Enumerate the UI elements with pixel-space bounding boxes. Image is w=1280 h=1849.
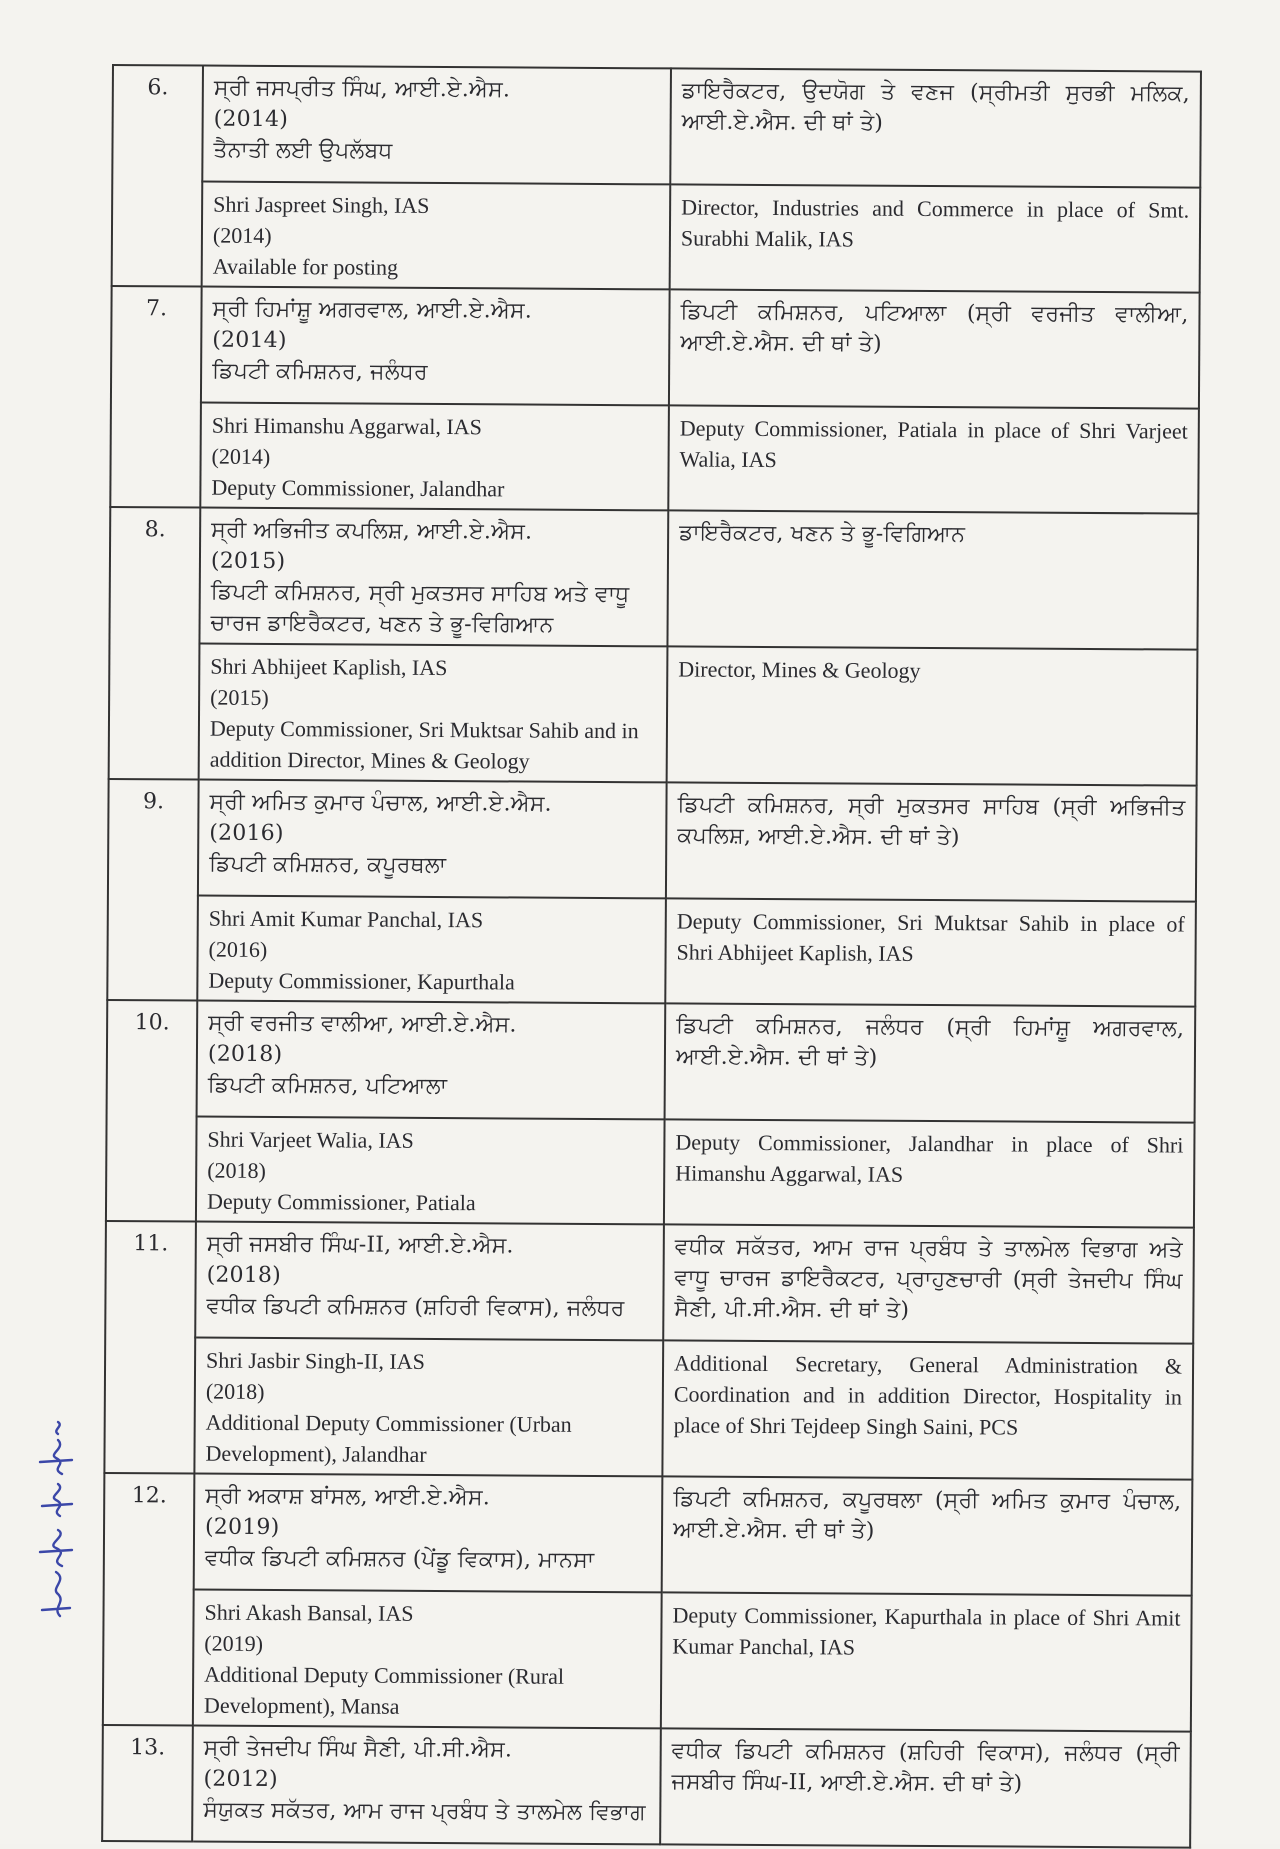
- new-posting-punjabi: ਡਿਪਟੀ ਕਮਿਸ਼ਨਰ, ਜਲੰਧਰ (ਸ੍ਰੀ ਹਿਮਾਂਸ਼ੂ ਅਗਰਵਾਲ, ਆਈ.ਏ.ਐਸ. ਦੀ ਥਾਂ ਤੇ): [665, 1003, 1196, 1122]
- officer-detail-line: Additional Deputy Commissioner (Urban Development), Jalandhar: [205, 1409, 572, 1467]
- entry-number: 12.: [103, 1473, 195, 1726]
- officer-detail-line: ਵਧੀਕ ਡਿਪਟੀ ਕਮਿਸ਼ਨਰ (ਸ਼ਹਿਰੀ ਵਿਕਾਸ), ਜਲੰਧਰ: [206, 1293, 625, 1322]
- handwritten-signature: [22, 1420, 82, 1620]
- officer-detail-line: Additional Deputy Commissioner (Rural Development), Mansa: [203, 1661, 565, 1719]
- new-posting-punjabi: ਡਾਇਰੈਕਟਰ, ਖਣਨ ਤੇ ਭੂ-ਵਿਗਿਆਨ: [667, 510, 1198, 649]
- entry-row-english: [106, 1116, 1195, 1228]
- entry-row-english: [103, 1589, 1192, 1732]
- officer-name-punjabi: [194, 1474, 663, 1593]
- new-posting-english: Additional Secretary, General Administration & Coordination and in addition Director, Hospitality in place of Shri Tejdeep Singh Saini, PCS: [662, 1340, 1193, 1479]
- officer-detail-line: ਤੈਨਾਤੀ ਲਈ ਉਪਲੱਬਧ: [213, 137, 393, 164]
- officer-detail-line: ਸ੍ਰੀ ਤੇਜਦੀਪ ਸਿੰਘ ਸੈਣੀ, ਪੀ.ਸੀ.ਐਸ.: [203, 1735, 513, 1763]
- officer-detail-line: Shri Amit Kumar Panchal, IAS: [208, 905, 484, 933]
- entry-row-punjabi: [102, 1725, 1191, 1848]
- new-posting-english: Deputy Commissioner, Sri Muktsar Sahib in place of Shri Abhijeet Kaplish, IAS: [665, 898, 1196, 1006]
- officer-detail-line: (2018): [205, 1378, 265, 1404]
- entry-row-punjabi: [112, 65, 1201, 188]
- new-posting-punjabi: ਡਾਇਰੈਕਟਰ, ਉਦਯੋਗ ਤੇ ਵਣਜ (ਸ੍ਰੀਮਤੀ ਸੁਰਭੀ ਮਲਿਕ, ਆਈ.ਏ.ਐਸ. ਦੀ ਥਾਂ ਤੇ): [670, 68, 1201, 187]
- officer-detail-line: ਸ੍ਰੀ ਅਕਾਸ਼ ਬਾਂਸਲ, ਆਈ.ਏ.ਐਸ.: [205, 1483, 491, 1511]
- officer-name-english: [197, 896, 666, 1004]
- officer-detail-line: (2014): [212, 327, 287, 354]
- officer-name-english: [196, 1117, 665, 1225]
- officer-detail-line: Shri Jaspreet Singh, IAS: [213, 191, 430, 218]
- officer-detail-line: (2015): [210, 684, 269, 710]
- officer-name-punjabi: [201, 287, 670, 406]
- officer-detail-line: (2018): [207, 1157, 266, 1183]
- officer-detail-line: ਸ੍ਰੀ ਅਮਿਤ ਕੁਮਾਰ ਪੰਚਾਲ, ਆਈ.ਏ.ਐਸ.: [209, 789, 552, 817]
- entry-row-punjabi: [111, 286, 1200, 409]
- officer-detail-line: Shri Varjeet Walia, IAS: [207, 1126, 414, 1153]
- entry-row-english: [112, 181, 1201, 293]
- officer-detail-line: (2015): [210, 548, 286, 575]
- officer-detail-line: (2018): [206, 1262, 282, 1289]
- entry-row-english: [109, 643, 1198, 786]
- new-posting-punjabi: ਡਿਪਟੀ ਕਮਿਸ਼ਨਰ, ਪਟਿਆਲਾ (ਸ੍ਰੀ ਵਰਜੀਤ ਵਾਲੀਆ, ਆਈ.ਏ.ਐਸ. ਦੀ ਥਾਂ ਤੇ): [669, 289, 1200, 408]
- entry-row-punjabi: [104, 1473, 1193, 1596]
- officer-name-english: [193, 1590, 662, 1729]
- officer-detail-line: Deputy Commissioner, Jalandhar: [211, 474, 505, 502]
- officer-detail-line: Deputy Commissioner, Sri Muktsar Sahib and in addition Director, Mines & Geology: [209, 715, 639, 774]
- new-posting-punjabi: ਵਧੀਕ ਡਿਪਟੀ ਕਮਿਸ਼ਨਰ (ਸ਼ਹਿਰੀ ਵਿਕਾਸ), ਜਲੰਧਰ (ਸ੍ਰੀ ਜਸਬੀਰ ਸਿੰਘ-II, ਆਈ.ਏ.ਐਸ. ਦੀ ਥਾਂ ਤੇ): [660, 1728, 1191, 1847]
- new-posting-english: Deputy Commissioner, Patiala in place of Shri Varjeet Walia, IAS: [668, 405, 1199, 513]
- entry-number: 13.: [102, 1725, 193, 1842]
- officer-name-punjabi: [198, 780, 667, 899]
- officer-detail-line: ਸ੍ਰੀ ਅਭਿਜੀਤ ਕਪਲਿਸ਼, ਆਈ.ਏ.ਐਸ.: [211, 517, 533, 545]
- officer-detail-line: Deputy Commissioner, Patiala: [206, 1188, 476, 1216]
- new-posting-punjabi: ਡਿਪਟੀ ਕਮਿਸ਼ਨਰ, ਕਪੂਰਥਲਾ (ਸ੍ਰੀ ਅਮਿਤ ਕੁਮਾਰ ਪੰਚਾਲ, ਆਈ.ਏ.ਐਸ. ਦੀ ਥਾਂ ਤੇ): [662, 1476, 1193, 1595]
- posting-orders-body: [102, 65, 1201, 1848]
- officer-detail-line: Deputy Commissioner, Kapurthala: [208, 967, 515, 995]
- officer-detail-line: Shri Abhijeet Kaplish, IAS: [210, 653, 448, 681]
- posting-orders-table: [101, 64, 1202, 1849]
- entry-row-punjabi: [109, 507, 1198, 650]
- officer-detail-line: Shri Jasbir Singh-II, IAS: [206, 1347, 425, 1374]
- officer-detail-line: (2014): [213, 106, 289, 133]
- entry-row-punjabi: [108, 779, 1197, 902]
- new-posting-punjabi: ਵਧੀਕ ਸਕੱਤਰ, ਆਮ ਰਾਜ ਪ੍ਰਬੰਧ ਤੇ ਤਾਲਮੇਲ ਵਿਭਾਗ ਅਤੇ ਵਾਧੂ ਚਾਰਜ ਡਾਇਰੈਕਟਰ, ਪ੍ਰਾਹੁਣਚਾਰੀ (ਸ੍ਰੀ ਤੇਜਦੀਪ ਸਿੰਘ ਸੈਣੀ, ਪੀ.ਸੀ.ਐਸ. ਦੀ ਥਾਂ ਤੇ): [663, 1224, 1194, 1343]
- officer-name-punjabi: [197, 1001, 666, 1120]
- new-posting-english: Director, Mines & Geology: [667, 646, 1198, 785]
- officer-name-punjabi: [192, 1726, 661, 1845]
- entry-number: 10.: [106, 1000, 197, 1222]
- officer-detail-line: ਸ੍ਰੀ ਵਰਜੀਤ ਵਾਲੀਆ, ਆਈ.ਏ.ਐਸ.: [208, 1010, 517, 1038]
- officer-detail-line: ਸ੍ਰੀ ਜਸਪ੍ਰੀਤ ਸਿੰਘ, ਆਈ.ਏ.ਐਸ.: [213, 75, 511, 103]
- officer-detail-line: ਡਿਪਟੀ ਕਮਿਸ਼ਨਰ, ਜਲੰਧਰ: [212, 358, 428, 385]
- entry-number: 9.: [107, 779, 198, 1001]
- officer-name-english: [199, 644, 668, 783]
- officer-name-punjabi: [202, 66, 671, 185]
- officer-detail-line: (2019): [204, 1630, 264, 1656]
- officer-name-english: [202, 182, 671, 290]
- new-posting-punjabi: ਡਿਪਟੀ ਕਮਿਸ਼ਨਰ, ਸ੍ਰੀ ਮੁਕਤਸਰ ਸਾਹਿਬ (ਸ੍ਰੀ ਅਭਿਜੀਤ ਕਪਲਿਸ਼, ਆਈ.ਏ.ਐਸ. ਦੀ ਥਾਂ ਤੇ): [666, 782, 1197, 901]
- officer-detail-line: ਸ੍ਰੀ ਹਿਮਾਂਸ਼ੂ ਅਗਰਵਾਲ, ਆਈ.ਏ.ਐਸ.: [212, 296, 533, 324]
- entry-row-punjabi: [107, 1000, 1196, 1123]
- officer-detail-line: Shri Akash Bansal, IAS: [204, 1599, 414, 1626]
- officer-detail-line: Available for posting: [212, 253, 399, 280]
- officer-detail-line: (2016): [208, 936, 268, 962]
- officer-name-punjabi: [195, 1222, 664, 1341]
- officer-name-english: [200, 403, 669, 511]
- new-posting-english: Deputy Commissioner, Kapurthala in place of Shri Amit Kumar Panchal, IAS: [661, 1592, 1192, 1731]
- officer-detail-line: (2016): [209, 820, 284, 847]
- officer-detail-line: ਸੰਯੁਕਤ ਸਕੱਤਰ, ਆਮ ਰਾਜ ਪ੍ਰਬੰਧ ਤੇ ਤਾਲਮੇਲ ਵਿਭਾਗ: [203, 1797, 646, 1826]
- officer-detail-line: Shri Himanshu Aggarwal, IAS: [211, 412, 482, 440]
- entry-row-english: [110, 402, 1199, 514]
- officer-detail-line: (2019): [204, 1514, 280, 1541]
- officer-detail-line: ਸ੍ਰੀ ਜਸਬੀਰ ਸਿੰਘ-II, ਆਈ.ਏ.ਐਸ.: [206, 1231, 514, 1259]
- entry-number: 11.: [104, 1221, 196, 1474]
- officer-detail-line: ਵਧੀਕ ਡਿਪਟੀ ਕਮਿਸ਼ਨਰ (ਪੇਂਡੂ ਵਿਕਾਸ), ਮਾਨਸਾ: [204, 1545, 595, 1573]
- signature-image: [22, 1420, 82, 1620]
- entry-number: 8.: [109, 507, 201, 780]
- entry-number: 6.: [112, 65, 203, 287]
- officer-detail-line: ਡਿਪਟੀ ਕਮਿਸ਼ਨਰ, ਸ੍ਰੀ ਮੁਕਤਸਰ ਸਾਹਿਬ ਅਤੇ ਵਾਧੂ ਚਾਰਜ ਡਾਇਰੈਕਟਰ, ਖਣਨ ਤੇ ਭੂ-ਵਿਗਿਆਨ: [210, 579, 630, 638]
- entry-row-english: [104, 1337, 1193, 1480]
- entry-number: 7.: [110, 286, 201, 508]
- officer-detail-line: ਡਿਪਟੀ ਕਮਿਸ਼ਨਰ, ਪਟਿਆਲਾ: [207, 1072, 448, 1100]
- officer-detail-line: (2012): [203, 1766, 278, 1793]
- officer-name-punjabi: [199, 508, 668, 647]
- officer-detail-line: (2014): [212, 222, 272, 248]
- entry-row-english: [107, 895, 1196, 1007]
- officer-detail-line: (2018): [207, 1041, 283, 1068]
- new-posting-english: Director, Industries and Commerce in place of Smt. Surabhi Malik, IAS: [670, 184, 1201, 292]
- entry-row-punjabi: [105, 1221, 1194, 1344]
- officer-detail-line: (2014): [211, 443, 271, 469]
- new-posting-english: Deputy Commissioner, Jalandhar in place of Shri Himanshu Aggarwal, IAS: [664, 1119, 1195, 1227]
- officer-detail-line: ਡਿਪਟੀ ਕਮਿਸ਼ਨਰ, ਕਪੂਰਥਲਾ: [209, 851, 447, 879]
- officer-name-english: [194, 1338, 663, 1477]
